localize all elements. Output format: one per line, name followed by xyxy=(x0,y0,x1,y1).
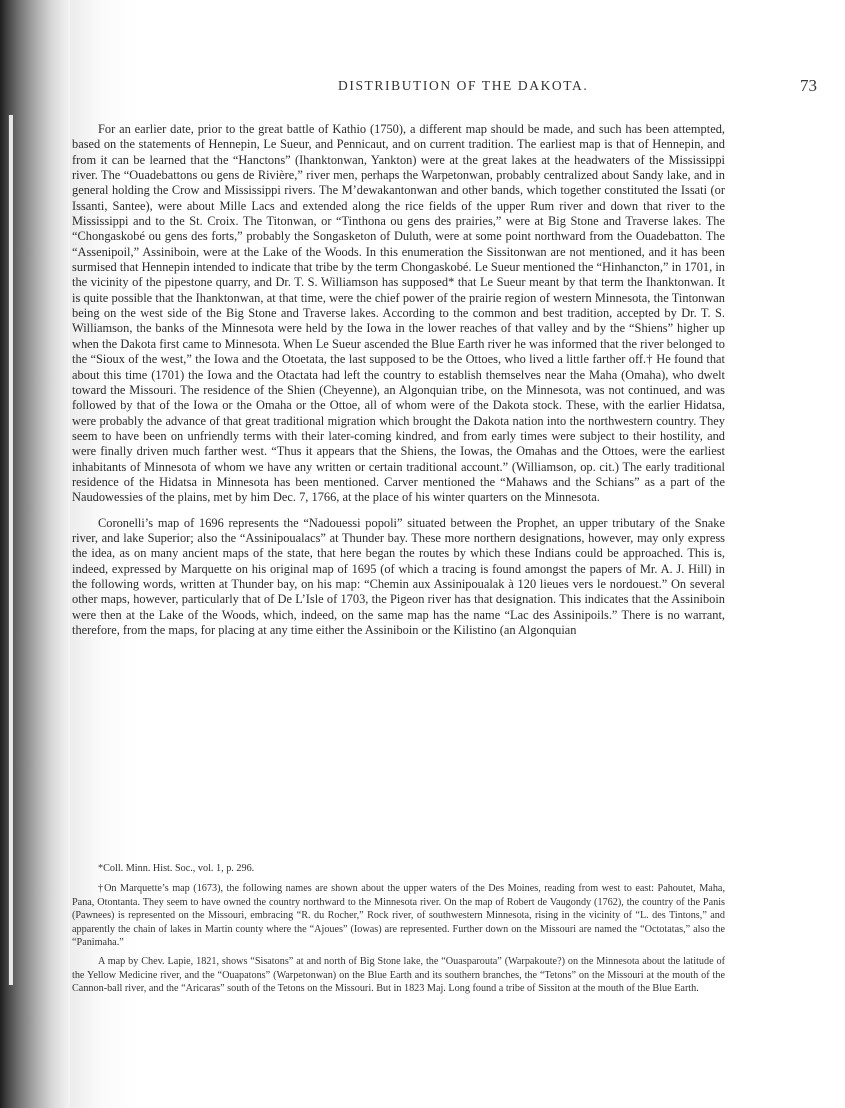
running-head: DISTRIBUTION OF THE DAKOTA. xyxy=(338,78,589,93)
paragraph-coronelli-map: Coronelli’s map of 1696 represents the “Nadouessi popoli” situated between the Prophet, an upper tributary of the Snake river, and lake Superior; also the “Assinipoualacs” at Thunder bay. These more northern designations, however, may only express the idea, as on many ancient maps of the state, that here began the routes by which these Indians could be approached. This is, indeed, expressed by Marquette on his original map of 1695 (of which a tracing is found amongst the papers of Mr. A. J. Hill) in the following words, written at Thunder bay, on his map: “Chemin aux Assinipoualak à 120 lieues vers le nordouest.” On several other maps, however, particularly that of De L’Isle of 1703, the Pigeon river has that designation. This indicates that the Assiniboin were then at the Lake of the Woods, which, indeed, on the same map has the name “Lac des Assinipoils.” There is no warrant, therefore, from the maps, for placing at any time either the Assiniboin or the Kilistino (an Algonquian xyxy=(72,515,725,637)
page-number: 73 xyxy=(800,76,817,95)
footnote-lapie-map: A map by Chev. Lapie, 1821, shows “Sisatons” at and north of Big Stone lake, the “Ouasparouta” (Warpakoute?) on the Minnesota about the latitude of the Yellow Medicine river, and the “Ouapatons” (Warpetonwan) on the Blue Earth and its southern branches, the “Tetons” on the Missouri at the mouth of the Cannon-ball river, and the “Aricaras” south of the Tetons on the Missouri. But in 1823 Maj. Long found a tribe of Sissiton at the mouth of the Blue Earth. xyxy=(72,956,725,995)
footnotes xyxy=(72,862,725,996)
body-text xyxy=(72,122,725,638)
footnote-coll-minn: *Coll. Minn. Hist. Soc., vol. 1, p. 296. xyxy=(98,863,255,874)
paragraph-early-map: For an earlier date, prior to the great battle of Kathio (1750), a different map should be made, and such has been attempted, based on the statements of Hennepin, Le Sueur, and Pennicaut, and on current tradition. The earliest map is that of Hennepin, and from it can be learned that the “Hanctons” (Ihanktonwan, Yankton) were at the great lakes at the headwaters of the Mississippi river. The “Ouadebattons ou gens de Rivière,” river men, perhaps the Warpetonwan, probably centralized about Sandy lake, and in general holding the Crow and Mississippi rivers. The M’dewakantonwan and other bands, which together constituted the Issati (or Issanti, Santee), were about Mille Lacs and extended along the rice fields of the upper Rum river and down that river to the Mississippi and to the St. Croix. The Titonwan, or “Tinthona ou gens des prairies,” were at Big Stone and Traverse lakes. The “Chongaskobé ou gens des forts,” probably the Songasketon of Duluth, were at some point northward from the Ouadebatton. The “Assenipoil,” Assiniboin, were at the Lake of the Woods. In this enumeration the Sissitonwan are not mentioned, and it has been surmised that Hennepin intended to indicate that tribe by the term Chongaskobé. Le Sueur mentioned the “Hinhancton,” in 1701, in the vicinity of the pipestone quarry, and Dr. T. S. Williamson has supposed* that Le Sueur meant by that term the Ihanktonwan. It is quite possible that the Ihanktonwan, at that time, were the chief power of the prairie region of western Minnesota, the Tintonwan being on the west side of the Big Stone and Traverse lakes. According to the common and best tradition, accepted by Dr. T. S. Williamson, the banks of the Minnesota were held by the Iowa in the lower reaches of that valley and by the “Shiens” higher up when the Dakota first came to Minnesota. When Le Sueur ascended the Blue Earth river he was informed that the river belonged to the “Sioux of the west,” the Iowa and the Otoetata, the last supposed to be the Ottoes, who lived a little farther off.† He found that about this time (1701) the Iowa and the Otactata had left the country to establish themselves near the Maha (Omaha), who dwelt toward the Missouri. The residence of the Shien (Cheyenne), an Algonquian tribe, on the Minnesota, was not continued, and was followed by that of the Iowa or the Omaha or the Ottoe, all of whom were of the Dakota stock. These, with the earlier Hidatsa, were probably the advance of that great traditional migration which brought the Dakota nation into the northwestern country. They seem to have been on unfriendly terms with their later-coming kindred, and from early times were subject to their hostility, and were finally driven much farther west. “Thus it appears that the Shiens, the Iowas, the Omahas and the Ottoes, were the earliest inhabitants of Minnesota of whom we have any written or certain traditional account.” (Williamson, op. cit.) The early traditional residence of the Hidatsa in Minnesota has been mentioned. Carver mentioned the “Mahaws and the Schians” as a part of the Naudowessies of the plains, met by him Dec. 7, 1766, at the place of his winter quarters on the Minnesota. xyxy=(72,122,725,505)
footnote-marquette-map: †On Marquette’s map (1673), the following names are shown about the upper waters of the Des Moines, reading from west to east: Pahoutet, Maha, Pana, Otontanta. They seem to have owned the country northward to the Minnesota river. On the map of Robert de Vaugondy (1762), the country of the Panis (Pawnees) is represented on the Missouri, embracing “R. du Rocher,” Rock river, of southwestern Minnesota, rising in the vicinity of “L. des Tintons,” and apparently the chain of lakes in Martin county where the “Ajoues” (Iowas) are represented. Further down on the Missouri are named the “Octotatas,” also the “Panimaha.” xyxy=(72,883,725,949)
facing-page-edge xyxy=(8,115,13,985)
page-header xyxy=(330,76,817,100)
